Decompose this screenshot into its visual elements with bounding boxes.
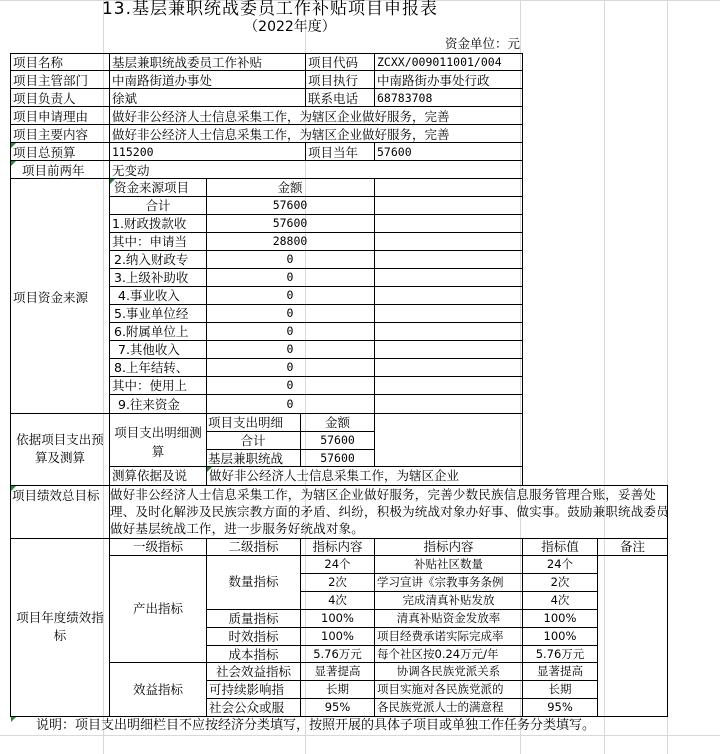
content-label: 项目主要内容 <box>13 127 89 142</box>
col-header-content-b: 指标内容 <box>423 539 474 554</box>
dept-value: 中南路街道办事处 <box>112 73 213 88</box>
project-name-value: 基层兼职统战委员工作补贴 <box>112 55 263 70</box>
indicator-level2: 可持续影响指 <box>209 682 285 697</box>
indicator-value: 长期 <box>548 682 572 696</box>
comment-indicator-icon <box>11 143 16 148</box>
funding-row-label: 5.事业单位经 <box>114 306 189 321</box>
indicator-content-a: 4次 <box>328 593 347 607</box>
comment-indicator-icon <box>11 717 16 722</box>
comment-indicator-icon <box>207 467 212 472</box>
indicator-value: 显著提高 <box>537 664 583 678</box>
comment-indicator-icon <box>11 161 16 166</box>
budget-label: 项目总预算 <box>13 145 76 160</box>
indicator-content-a: 100% <box>321 611 354 625</box>
executor-value: 中南路街办事处行政 <box>377 73 490 88</box>
dept-label: 项目主管部门 <box>13 73 89 88</box>
indicator-content-b: 各民族党派人士的满意程 <box>377 700 504 714</box>
quantity-indicator-label: 数量指标 <box>228 574 279 589</box>
indicator-content-b: 项目实施对各民族党派的 <box>377 682 504 696</box>
expense-detail-label: 项目支出明细测算 <box>114 425 202 459</box>
indicator-content-a: 2次 <box>328 575 347 589</box>
funding-row-value: 0 <box>286 252 294 266</box>
indicator-level2: 成本指标 <box>228 647 279 662</box>
currency-unit: 资金单位：元 <box>444 36 520 51</box>
funding-row-value: 0 <box>286 306 294 320</box>
funding-row-label: 其中：申请当 <box>112 234 188 249</box>
funding-row-value: 0 <box>286 288 294 302</box>
output-indicator-label: 产出指标 <box>132 601 183 616</box>
funding-row-label: 4.事业收入 <box>118 288 180 303</box>
page-subtitle: （2022年度） <box>244 19 336 35</box>
col-header-level1: 一级指标 <box>132 539 183 554</box>
phone-value: 68783708 <box>377 91 433 105</box>
funding-row-label: 1.财政拨款收 <box>112 216 187 231</box>
expense-row-label: 合计 <box>240 433 266 448</box>
funding-row-value: 28800 <box>272 234 308 248</box>
expense-row-value: 57600 <box>320 433 355 447</box>
indicator-value: 100% <box>543 629 577 643</box>
indicator-content-a: 95% <box>324 700 351 714</box>
indicator-content-b: 每个社区按0.24万元/年 <box>377 647 499 661</box>
project-name-label: 项目名称 <box>13 55 64 70</box>
indicator-value: 2次 <box>550 575 570 589</box>
prev-years-value: 无变动 <box>112 163 150 178</box>
prev-years-label: 项目前两年 <box>22 163 85 178</box>
col-header-level2: 二级指标 <box>228 539 279 554</box>
indicator-value: 4次 <box>550 593 570 607</box>
funding-row-label: 6.附属单位上 <box>114 324 189 339</box>
benefit-indicator-label: 效益指标 <box>132 682 183 697</box>
funding-section-label: 项目资金来源 <box>13 290 89 305</box>
basis-value: 做好非公经济人士信息采集工作，为辖区企业 <box>209 468 460 483</box>
funding-row-label: 其中：使用上 <box>112 378 188 393</box>
year-budget-value: 57600 <box>377 145 412 159</box>
reason-label: 项目申请理由 <box>13 109 89 124</box>
funding-row-value: 57600 <box>272 198 308 212</box>
col-header-value: 指标值 <box>541 539 579 554</box>
indicator-content-b: 协调各民族党派关系 <box>396 664 501 678</box>
owner-label: 项目负责人 <box>13 91 76 106</box>
funding-header-amount: 金额 <box>277 180 303 195</box>
project-code-label: 项目代码 <box>308 55 359 70</box>
goal-text: 做好非公经济人士信息采集工作，为辖区企业做好服务，完善少数民族信息服务管理合账，妥善处理、及时化解涉及民族宗教方面的矛盾、纠纷，积极为统战对象办好事、做实事。鼓励兼职统战委员做好基层统战工作，进一步服务好统战对象。 <box>110 487 669 536</box>
funding-row-label: 3.上级补助收 <box>114 270 189 285</box>
content-value: 做好非公经济人士信息采集工作，为辖区企业做好服务，完善 <box>112 127 450 142</box>
funding-row-value: 0 <box>286 397 294 411</box>
funding-row-value: 57600 <box>272 216 308 230</box>
phone-label: 联系电话 <box>308 91 359 106</box>
year-budget-label: 项目当年 <box>308 145 359 160</box>
funding-row-label: 7.其他收入 <box>118 342 180 357</box>
indicator-content-b: 学习宣讲《宗教事务条例 <box>377 575 504 589</box>
comment-indicator-icon <box>110 179 115 184</box>
indicator-level2: 质量指标 <box>228 611 279 626</box>
indicator-value: 100% <box>543 611 577 625</box>
funding-row-label: 合计 <box>145 198 171 213</box>
goal-label: 项目绩效总目标 <box>12 488 100 503</box>
executor-label: 项目执行 <box>308 73 359 88</box>
indicator-level2: 社会公众或服 <box>209 700 285 715</box>
funding-row-label: 8.上年结转、 <box>114 360 189 375</box>
indicator-value: 24个 <box>546 557 574 571</box>
indicator-content-a: 24个 <box>324 557 351 571</box>
owner-value: 徐斌 <box>112 91 138 106</box>
indicator-content-b: 完成清真补贴发放 <box>402 593 495 607</box>
indicator-level2: 社会效益指标 <box>215 664 291 679</box>
indicator-value: 95% <box>547 700 573 714</box>
indicator-content-b: 补贴社区数量 <box>414 557 483 571</box>
annual-label: 项目年度绩效指标 <box>16 610 104 643</box>
expense-section-label: 依据项目支出预算及测算 <box>16 432 104 465</box>
col-header-remark: 备注 <box>619 539 645 554</box>
indicator-content-a: 100% <box>321 629 354 643</box>
expense-header-amount: 金额 <box>324 415 350 430</box>
budget-value: 115200 <box>112 145 154 159</box>
funding-row-value: 0 <box>286 342 294 356</box>
indicator-content-a: 长期 <box>326 682 349 696</box>
funding-row-label: 2.纳入财政专 <box>114 252 189 267</box>
basis-label: 测算依据及说 <box>112 468 188 483</box>
funding-row-label: 9.往来资金 <box>118 397 180 412</box>
indicator-value: 5.76万元 <box>535 647 585 661</box>
indicator-content-b: 项目经费承诺实际完成率 <box>377 629 504 643</box>
funding-header-item: 资金来源项目 <box>114 180 190 195</box>
indicator-level2: 时效指标 <box>228 629 279 644</box>
indicator-content-b: 清真补贴资金发放率 <box>396 611 501 625</box>
funding-row-value: 0 <box>286 324 294 338</box>
col-header-content-a: 指标内容 <box>312 539 363 554</box>
footer-note: 说明：项目支出明细栏目不应按经济分类填写，按照开展的具体子项目或单独工作任务分类填写。 <box>36 718 596 733</box>
indicator-content-a: 显著提高 <box>314 664 361 678</box>
reason-value: 做好非公经济人士信息采集工作，为辖区企业做好服务，完善 <box>112 109 450 124</box>
indicator-content-a: 5.76万元 <box>313 647 362 661</box>
project-code-value: ZCXX/009011001/004 <box>377 55 502 69</box>
page-title: 13.基层兼职统战委员工作补贴项目申报表 <box>101 0 439 19</box>
funding-row-value: 0 <box>286 360 294 374</box>
comment-indicator-icon <box>11 486 16 491</box>
funding-row-value: 0 <box>286 270 294 284</box>
expense-header-item: 项目支出明细 <box>208 415 284 430</box>
expense-row-value: 57600 <box>320 451 355 465</box>
funding-row-value: 0 <box>286 378 294 392</box>
expense-row-label: 基层兼职统战 <box>208 451 284 466</box>
